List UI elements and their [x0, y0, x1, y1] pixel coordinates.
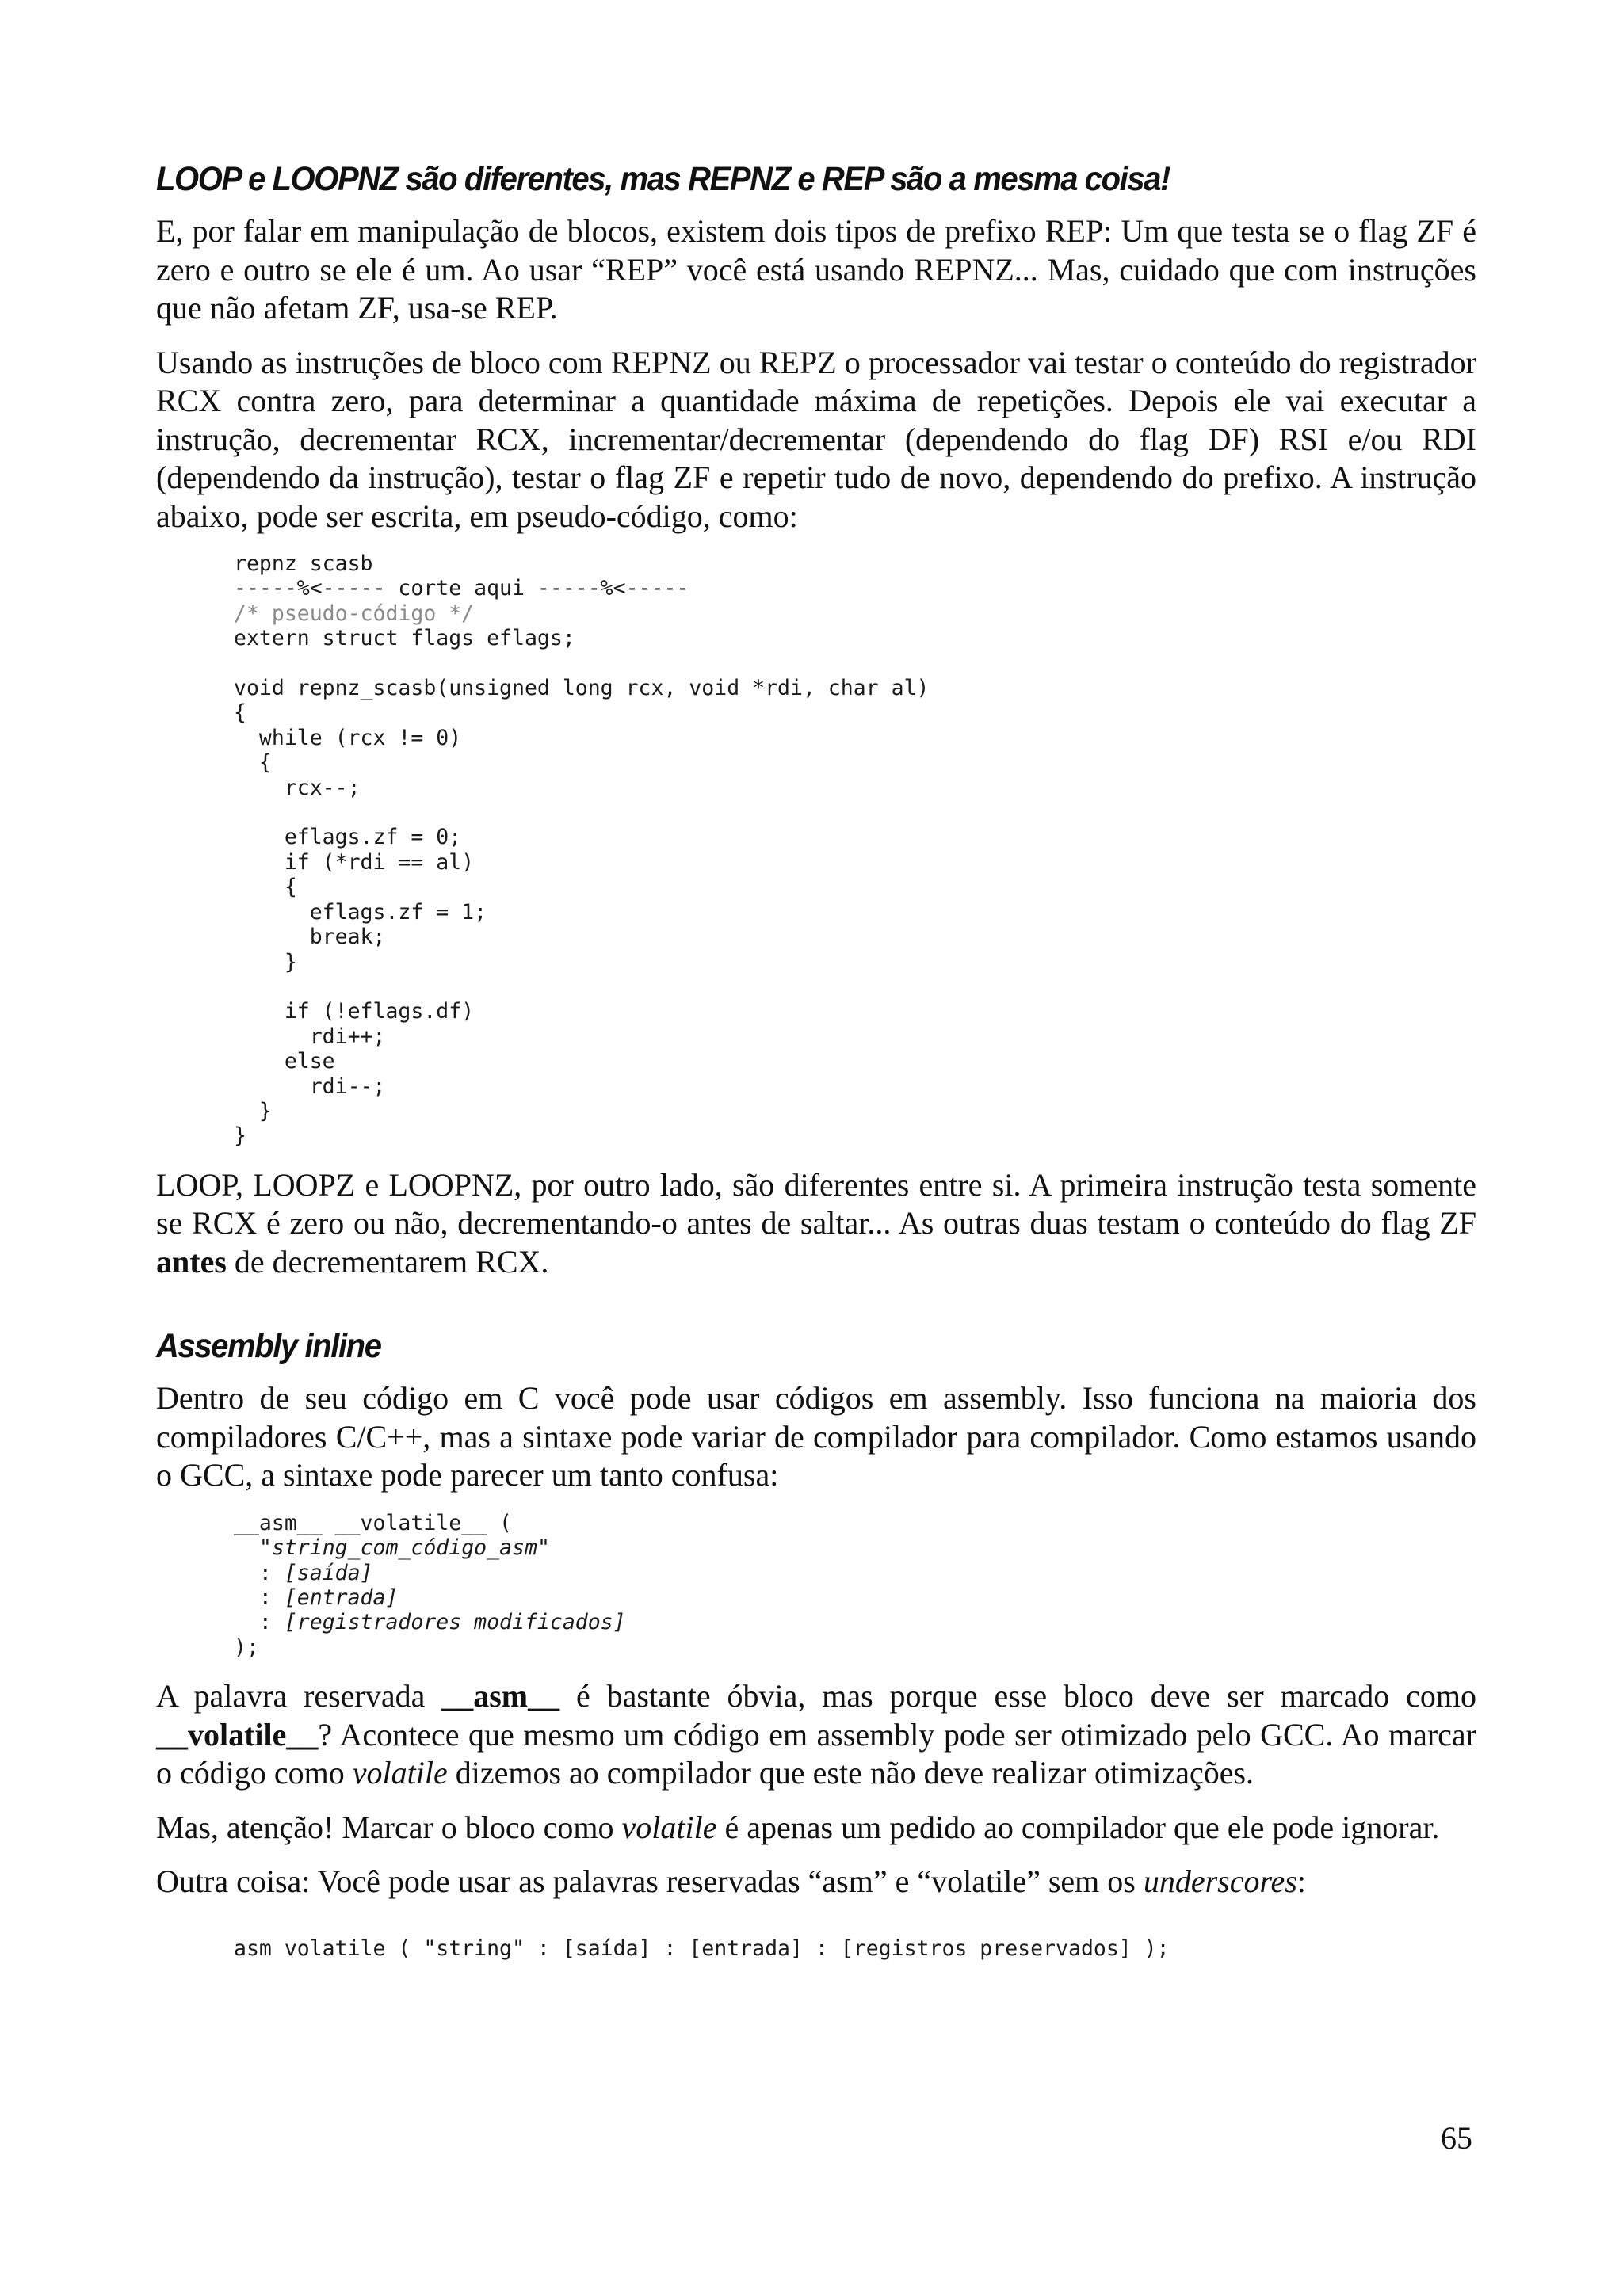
document-page — [156, 157, 1476, 1978]
code-block-asm-volatile — [234, 1936, 1476, 1961]
code-line: } — [234, 949, 297, 974]
section-spacer — [156, 1297, 1476, 1324]
code-line: void repnz_scasb(unsigned long rcx, void *rdi, char al) — [234, 676, 930, 701]
text-run: : — [1296, 1863, 1306, 1900]
paragraph-repnz-explanation: Usando as instruções de bloco com REPNZ ou REPZ o processador vai testar o conteúdo do registrador RCX contra zero, para determinar a quantidade máxima de repetições. Depois ele vai executar a instrução, decrementar RCX, incrementar/decrementar (dependendo do flag DF) RSI e/ou RDI (dependendo da instrução), testar o flag ZF e repetir tudo de novo, dependendo do prefixo. A instrução abaixo, pode ser escrita, em pseudo-código, como: — [156, 344, 1476, 534]
paragraph-underscores — [156, 1863, 1476, 1901]
code-block-asm-syntax — [234, 1511, 1476, 1660]
paragraph-inline-intro: Dentro de seu código em C você pode usar códigos em assembly. Isso funciona na maioria dos compiladores C/C++, mas a sintaxe pode variar de compilador para compilador. Como estamos usando o GCC, a sintaxe pode parecer um tanto confusa: — [156, 1380, 1476, 1493]
text-run: é bastante óbvia, mas porque esse bloco deve ser marcado como — [559, 1678, 1476, 1714]
code-line: rcx--; — [234, 775, 361, 800]
code-line: rdi++; — [234, 1024, 386, 1049]
text-run: de decrementarem RCX. — [226, 1243, 549, 1280]
code-line: ); — [234, 1634, 259, 1660]
section-heading-assembly-inline: Assembly inline — [156, 1327, 381, 1366]
italic-text: volatile — [352, 1755, 448, 1791]
paragraph-volatile-warning — [156, 1809, 1476, 1848]
text-run: dizemos ao compilador que este não deve realizar otimizações. — [447, 1755, 1254, 1791]
italic-text: underscores — [1143, 1863, 1297, 1900]
code-prefix: : — [234, 1610, 285, 1635]
code-line: } — [234, 1098, 272, 1123]
code-italic: [entrada] — [284, 1585, 399, 1610]
code-line: asm volatile ( "string" : [saída] : [entrada] : [registros preservados] ); — [234, 1936, 1170, 1961]
code-quote: " — [258, 1535, 272, 1561]
paragraph-asm-keyword — [156, 1677, 1476, 1793]
text-run: Outra coisa: Você pode usar as palavras reservadas “asm” e “volatile” sem os — [156, 1863, 1144, 1900]
code-italic: [registradores modificados] — [284, 1610, 626, 1635]
code-line: } — [234, 1123, 246, 1149]
code-italic: [saída] — [284, 1560, 373, 1585]
code-line: __asm__ __volatile__ ( — [234, 1510, 512, 1535]
spacer — [156, 1917, 1476, 1936]
code-prefix: : — [234, 1585, 285, 1610]
code-prefix: : — [234, 1560, 285, 1585]
bold-text: __volatile__ — [156, 1716, 319, 1753]
code-line: rdi--; — [234, 1074, 386, 1099]
code-line: { — [234, 750, 272, 776]
code-quote: " — [537, 1535, 550, 1561]
text-run: LOOP, LOOPZ e LOOPNZ, por outro lado, são diferentes entre si. A primeira instrução testa somente se RCX é zero ou não, decrementando-o antes de saltar... As outras duas testam o conteúdo do flag ZF — [156, 1166, 1476, 1241]
text-run: é apenas um pedido ao compilador que ele pode ignorar. — [716, 1809, 1440, 1845]
code-line: if (!eflags.df) — [234, 999, 475, 1024]
bold-text: __asm__ — [441, 1678, 560, 1714]
text-run: Mas, atenção! Marcar o bloco como — [156, 1809, 622, 1845]
code-line: if (*rdi == al) — [234, 849, 475, 875]
code-line: else — [234, 1049, 335, 1074]
code-line: while (rcx != 0) — [234, 725, 462, 750]
code-italic: string_com_código_asm — [271, 1535, 537, 1561]
code-line: repnz scasb — [234, 551, 373, 576]
text-run: A palavra reservada — [156, 1678, 442, 1714]
section-heading-loop: LOOP e LOOPNZ são diferentes, mas REPNZ e REP são a mesma coisa! — [156, 160, 1170, 198]
page-number: 65 — [1441, 2120, 1472, 2156]
code-block-repnz-scasb — [234, 551, 1476, 1149]
code-line: eflags.zf = 1; — [234, 899, 487, 925]
code-line: -----%<----- corte aqui -----%<----- — [234, 576, 689, 601]
code-line: extern struct flags eflags; — [234, 626, 575, 651]
italic-text: volatile — [621, 1809, 717, 1845]
paragraph-rep-prefix: E, por falar em manipulação de blocos, existem dois tipos de prefixo REP: Um que testa se o flag ZF é zero e outro se ele é um. Ao usar “REP” você está usando REPNZ... Mas, cuidado que com instruções que não afetam ZF, usa-se REP. — [156, 213, 1476, 326]
bold-text: antes — [156, 1243, 227, 1280]
paragraph-loop-difference — [156, 1166, 1476, 1282]
code-line: { — [234, 875, 297, 900]
code-line: eflags.zf = 0; — [234, 825, 462, 850]
code-line: break; — [234, 925, 386, 950]
code-comment: /* pseudo-código */ — [234, 601, 475, 626]
code-indent — [234, 1535, 259, 1560]
code-line: { — [234, 700, 246, 726]
text-run: ? Acontece que mesmo um código em assembly pode ser otimizado pelo GCC. Ao marcar o código como — [156, 1716, 1476, 1791]
